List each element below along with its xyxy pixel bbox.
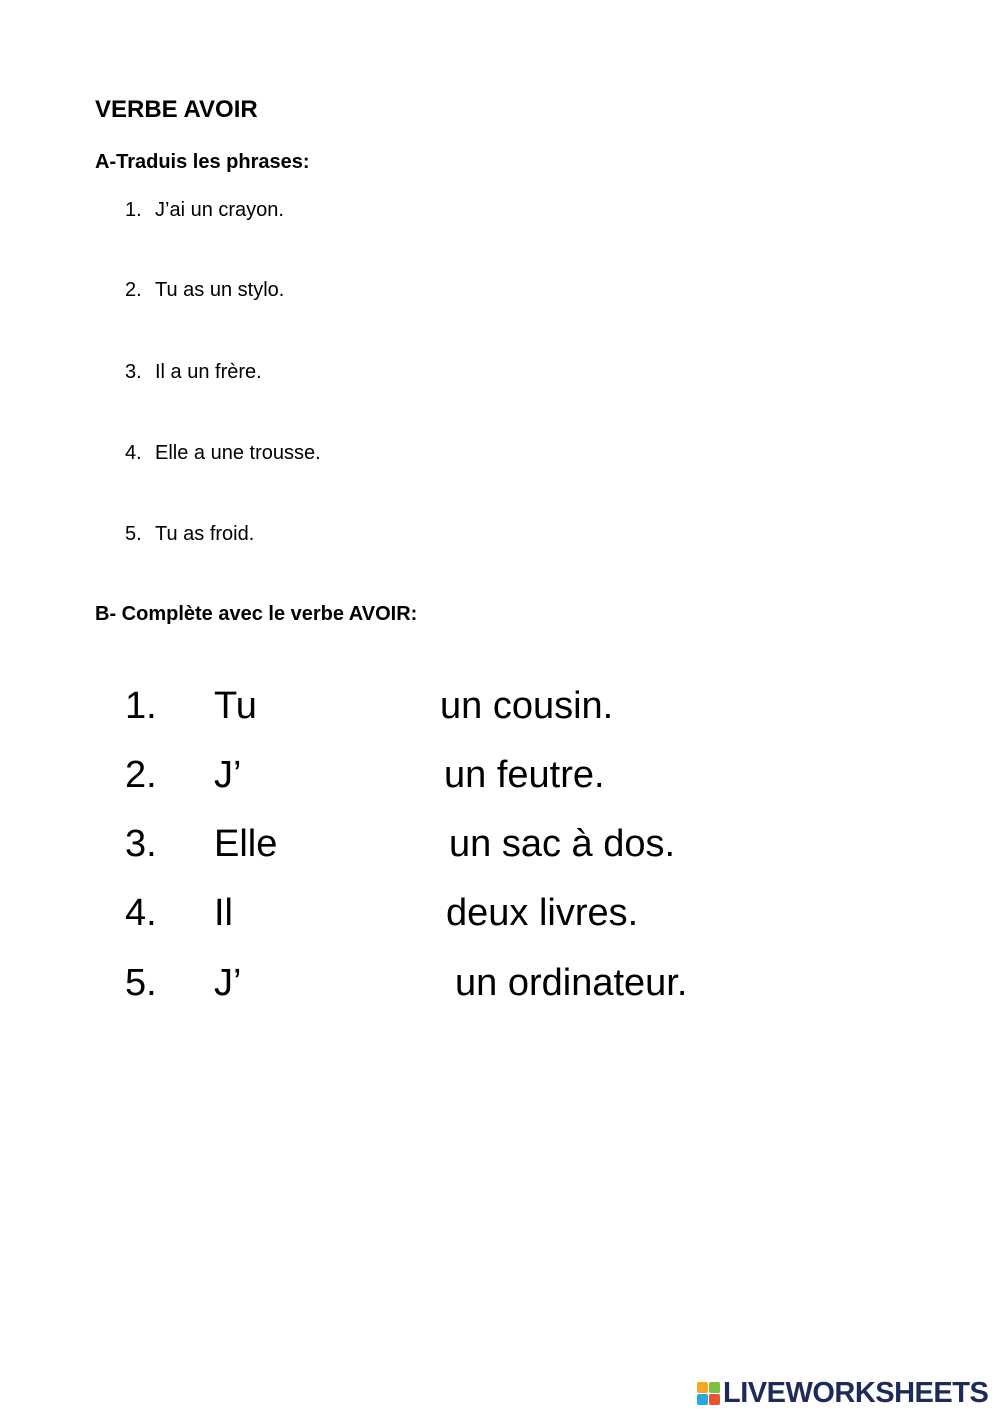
item-text: Elle a une trousse.: [155, 442, 321, 464]
translate-item-5: [125, 522, 254, 546]
item-text: Tu as un stylo.: [155, 279, 285, 301]
item-rest: un feutre.: [444, 754, 605, 796]
item-number: 5.: [125, 523, 142, 545]
item-rest: un sac à dos.: [449, 823, 676, 865]
item-subject: Tu: [214, 685, 257, 727]
item-text: Tu as froid.: [155, 523, 255, 545]
item-rest: un ordinateur.: [455, 962, 688, 1004]
item-number: 4.: [125, 892, 157, 934]
liveworksheets-logo-icon: [697, 1382, 720, 1405]
item-number: 4.: [125, 442, 142, 464]
item-subject: Elle: [214, 823, 278, 865]
item-subject: J’: [214, 754, 242, 796]
logo-text: LIVEWORKSHEETS: [723, 1377, 989, 1409]
item-number: 2.: [125, 279, 142, 301]
worksheet-title: VERBE AVOIR: [95, 96, 258, 123]
translate-item-2: [125, 278, 284, 302]
translate-item-3: [125, 360, 262, 384]
item-number: 5.: [125, 962, 157, 1004]
item-subject: Il: [214, 892, 233, 934]
item-text: Il a un frère.: [155, 361, 262, 383]
item-number: 2.: [125, 754, 157, 796]
item-number: 3.: [125, 823, 157, 865]
item-number: 1.: [125, 685, 157, 727]
translate-item-1: [125, 198, 284, 222]
item-number: 1.: [125, 199, 142, 221]
liveworksheets-logo: [697, 1376, 988, 1410]
section-a-heading: A-Traduis les phrases:: [95, 151, 310, 173]
item-subject: J’: [214, 962, 242, 1004]
item-number: 3.: [125, 361, 142, 383]
section-b-heading: B- Complète avec le verbe AVOIR:: [95, 603, 418, 625]
item-rest: deux livres.: [446, 892, 639, 934]
item-rest: un cousin.: [440, 685, 614, 727]
item-text: J’ai un crayon.: [155, 199, 284, 221]
translate-item-4: [125, 441, 321, 465]
